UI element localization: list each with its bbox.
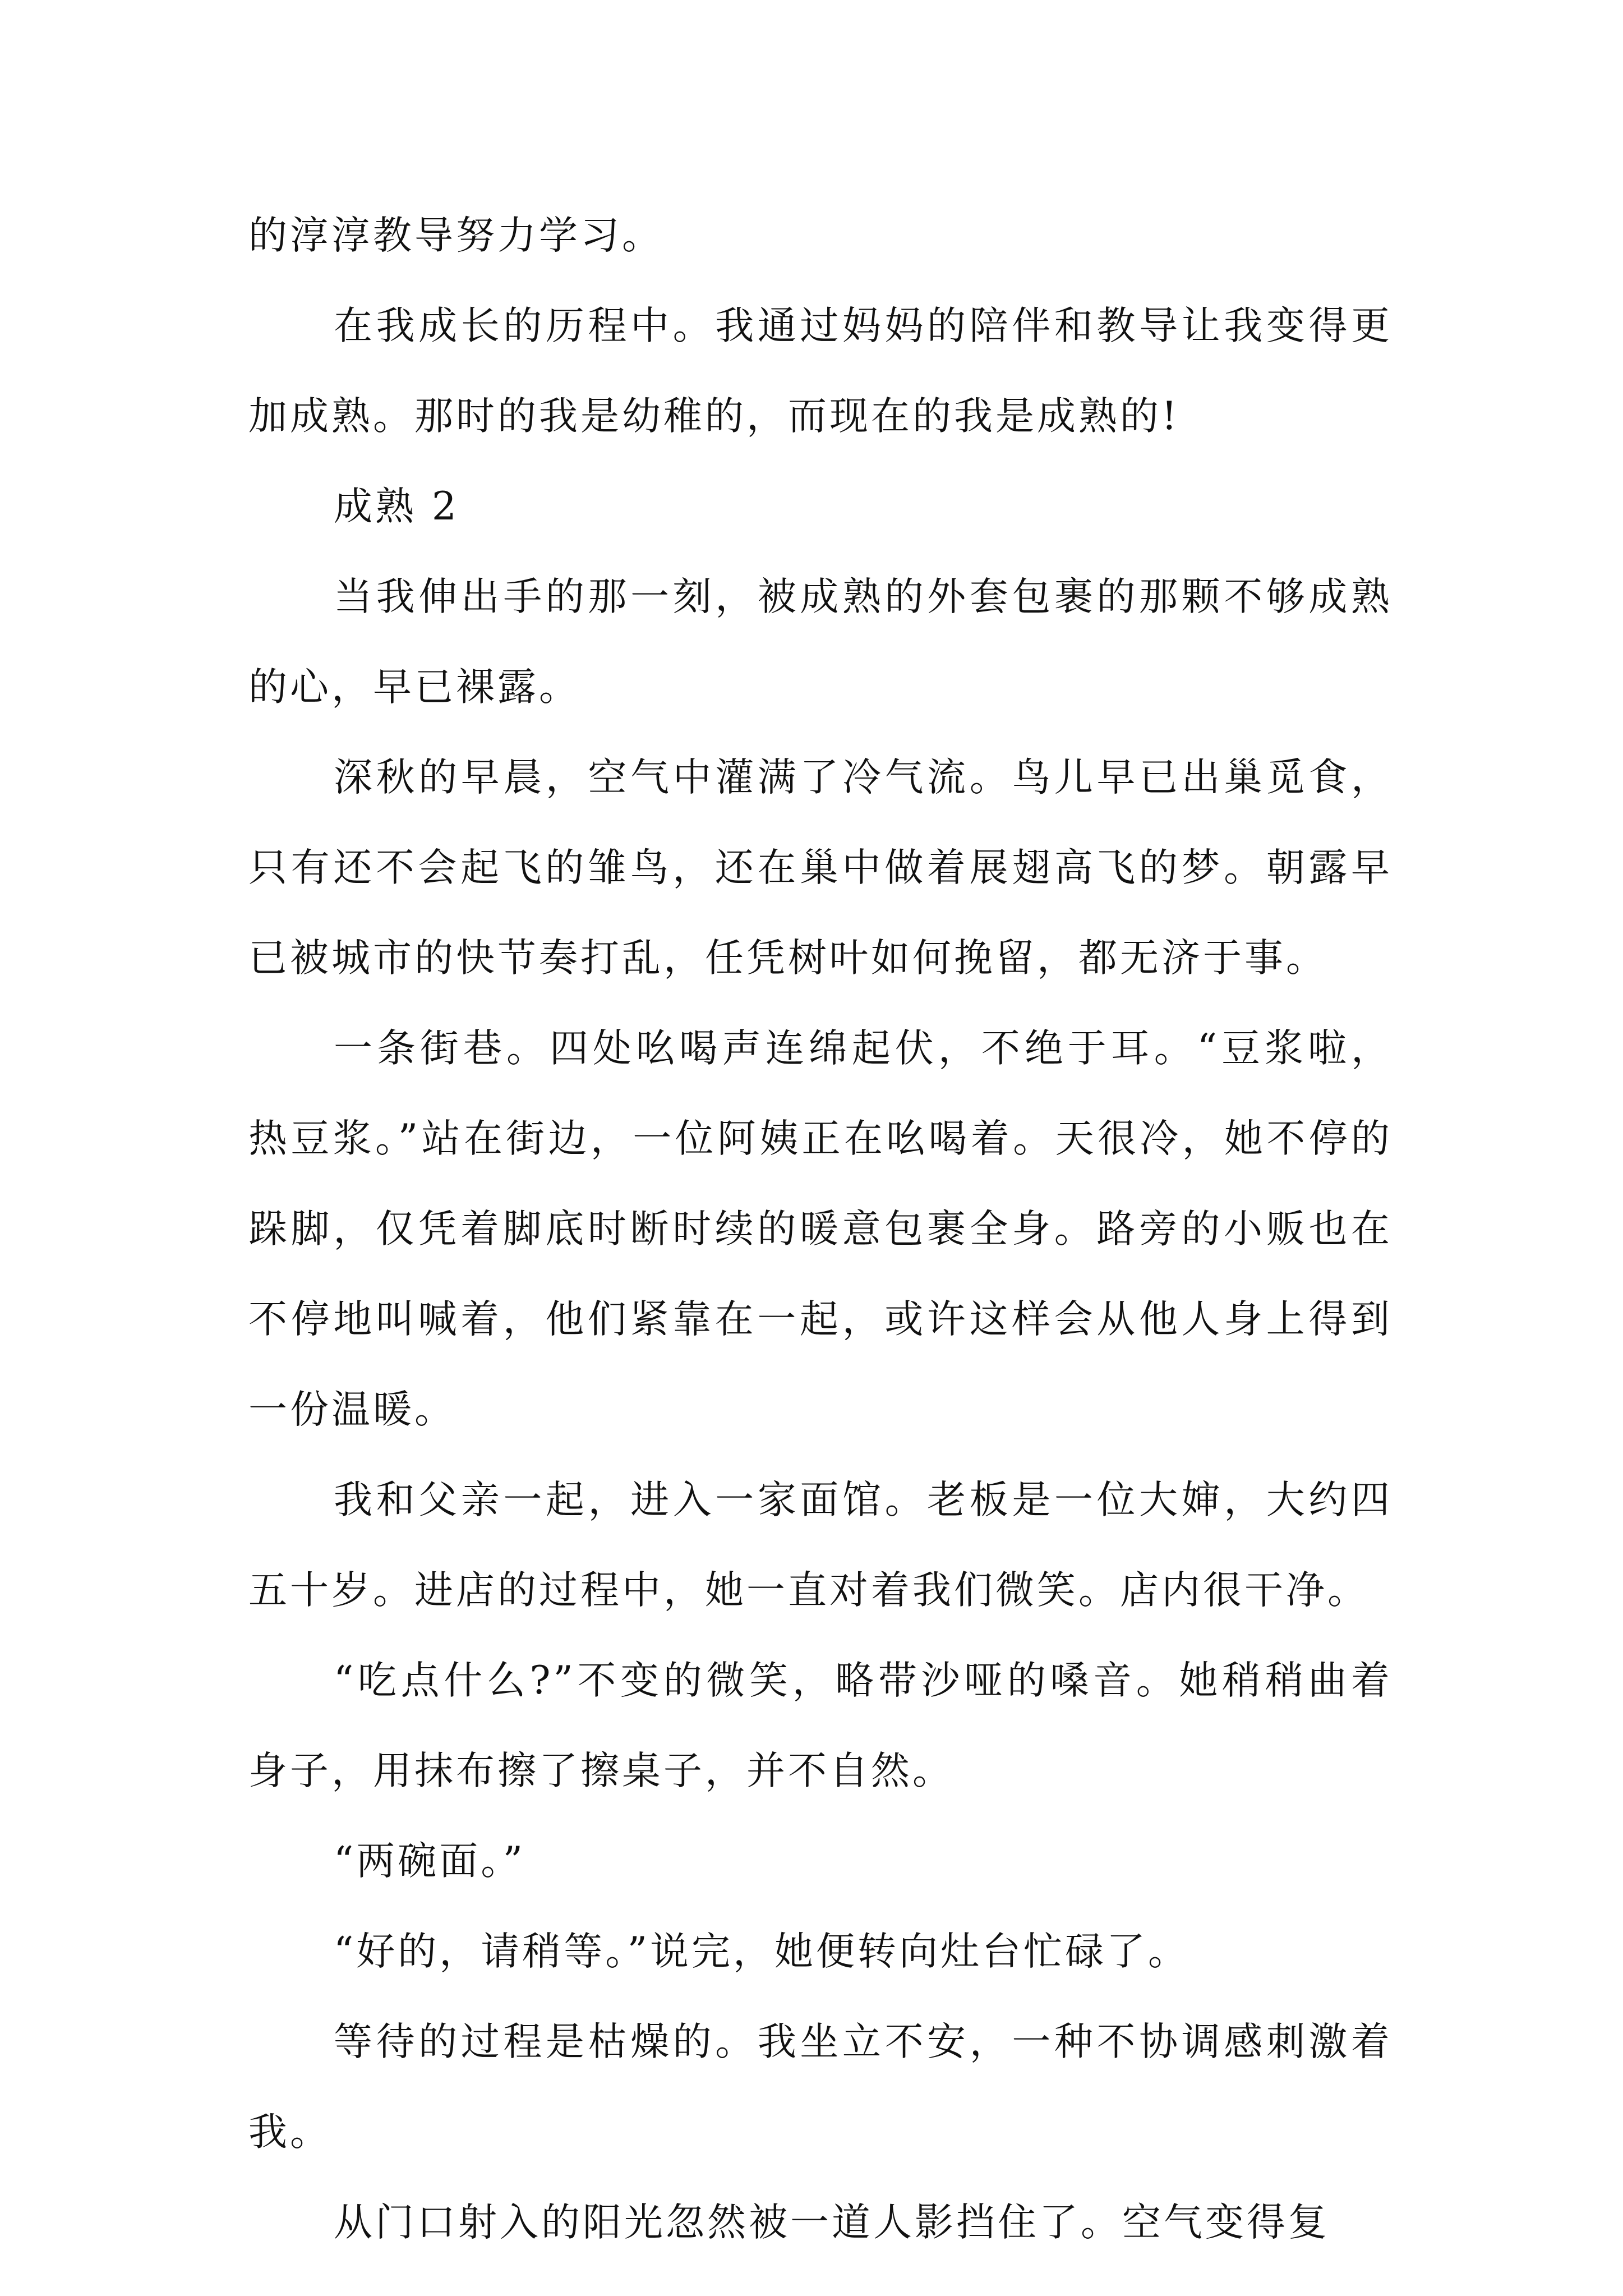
document-body: [248, 191, 1393, 2268]
section-heading: 成熟 2: [334, 484, 459, 529]
paragraph: 当我伸出手的那一刻，被成熟的外套包裹的那颗不够成熟的心，早已裸露。: [248, 574, 1393, 710]
paragraph: 深秋的早晨，空气中灌满了冷气流。鸟儿早已出巢觅食，只有还不会起飞的雏鸟，还在巢中做着展翅高飞的梦。朝露早已被城市的快节奏打乱，任凭树叶如何挽留，都无济于事。: [248, 755, 1393, 981]
paragraph: “两碗面。”: [334, 1839, 526, 1884]
paragraph: 一条街巷。四处吆喝声连绵起伏，不绝于耳。“豆浆啦，热豆浆。”站在街边，一位阿姨正在吆喝着。天很冷，她不停的跺脚，仅凭着脚底时断时续的暖意包裹全身。路旁的小贩也在不停地叫喊着，他们紧靠在一起，或许这样会从他人身上得到一份温暖。: [248, 1026, 1393, 1432]
paragraph: “吃点什么?”不变的微笑，略带沙哑的嗓音。她稍稍曲着身子，用抹布擦了擦桌子，并不自然。: [248, 1658, 1393, 1793]
paragraph: 我和父亲一起，进入一家面馆。老板是一位大婶，大约四五十岁。进店的过程中，她一直对着我们微笑。店内很干净。: [248, 1478, 1393, 1613]
paragraph-continuation: 的淳淳教导努力学习。: [248, 213, 663, 258]
paragraph: 等待的过程是枯燥的。我坐立不安，一种不协调感刺激着我。: [248, 2019, 1393, 2155]
paragraph: “好的，请稍等。”说完，她便转向灶台忙碌了。: [334, 1929, 1190, 1974]
paragraph: 从门口射入的阳光忽然被一道人影挡住了。空气变得复: [334, 2200, 1330, 2245]
paragraph: 在我成长的历程中。我通过妈妈的陪伴和教导让我变得更加成熟。那时的我是幼稚的，而现在的我是成熟的!: [248, 303, 1393, 439]
